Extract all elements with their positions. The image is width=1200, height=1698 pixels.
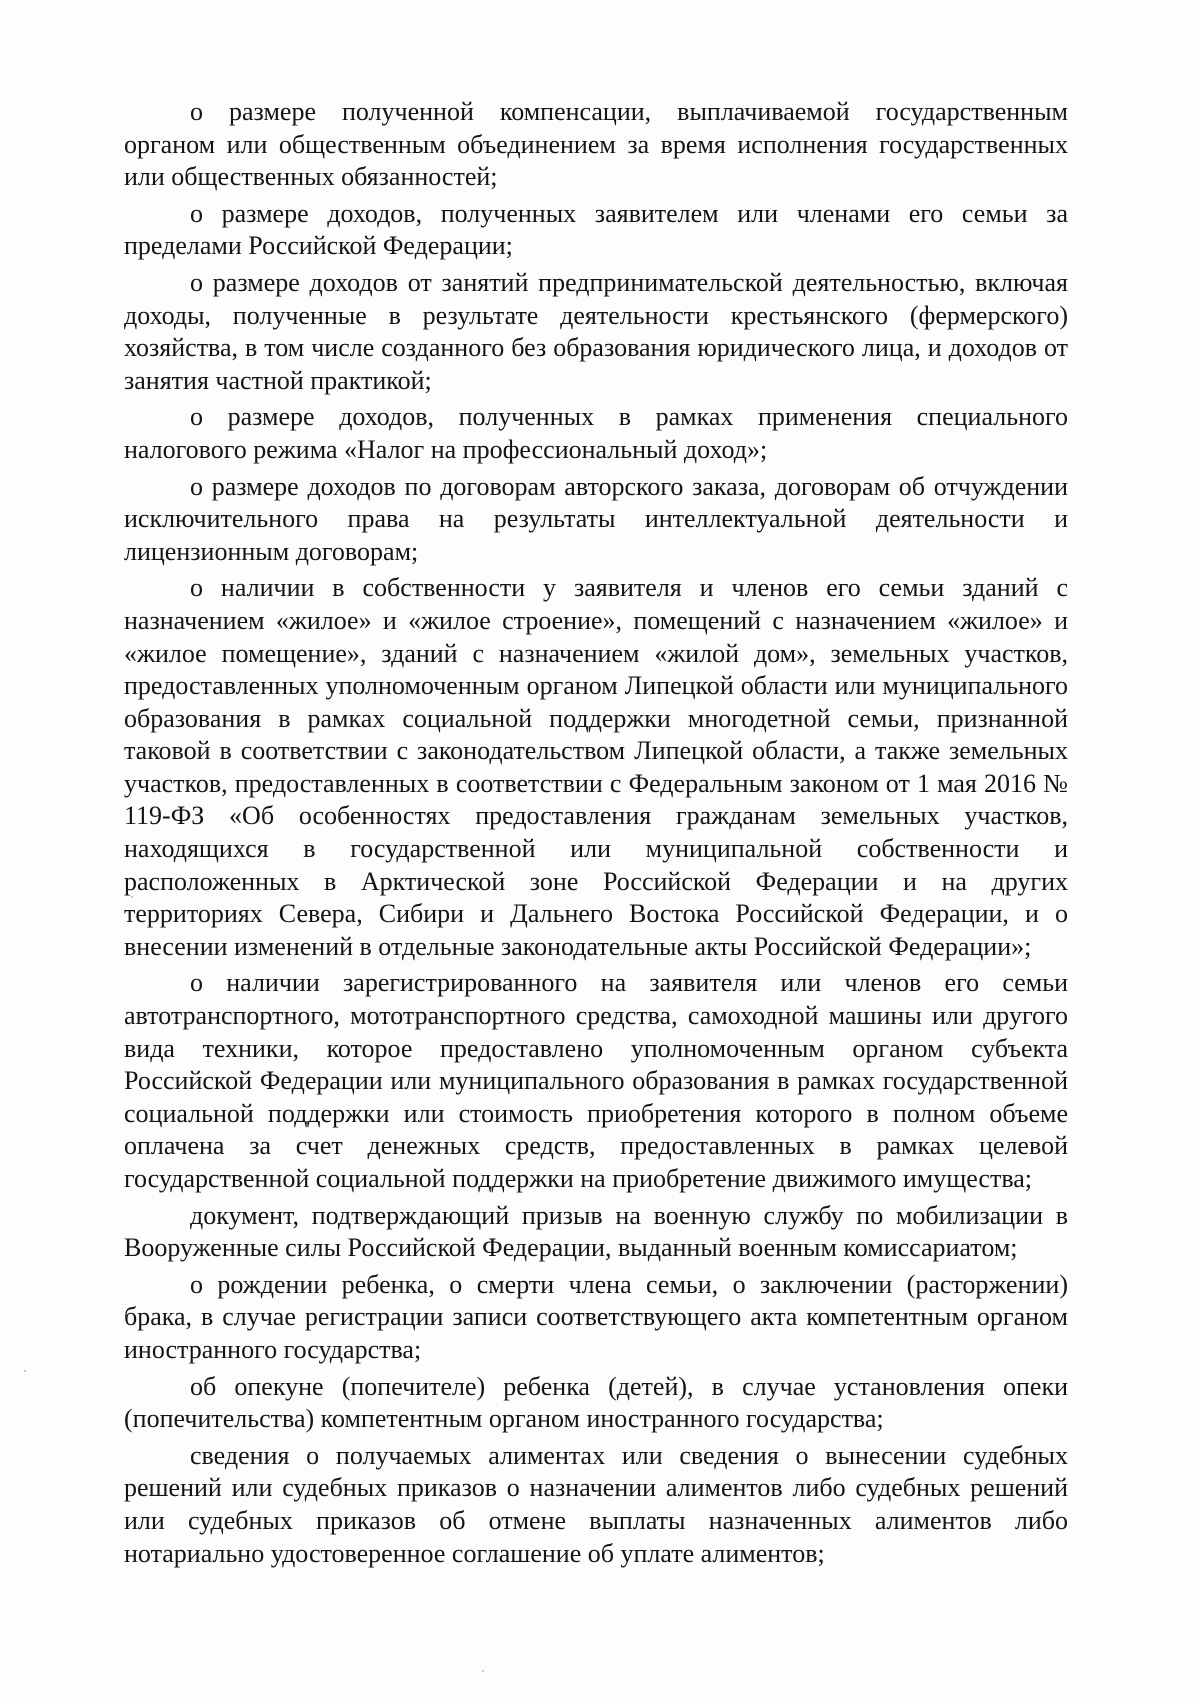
paragraph-professional-income-tax: о размере доходов, полученных в рамках применения специального налогового режима «Налог на профессиональный доход»; (124, 402, 1068, 464)
paragraph-registered-vehicles: о наличии зарегистрированного на заявителя или членов его семьи автотранспортного, мототранспортного средства, самоходной машины или другого вида техники, которое предоставлено уполномоченным органом субъекта Российской Федерации или муниципального образования в рамках государственной социальной поддержки или стоимость приобретения которого в полном объеме оплачена за счет денежных средств, предоставленных в рамках целевой государственной социальной поддержки на приобретение движимого имущества; (124, 968, 1068, 1193)
paragraph-mobilization-document: документ, подтверждающий призыв на военную службу по мобилизации в Вооруженные силы Российской Федерации, выданный военным комиссариатом; (124, 1200, 1068, 1263)
paragraph-copyright-income: о размере доходов по договорам авторского заказа, договорам об отчуждении исключительного права на результаты интеллектуальной деятельности и лицензионным договорам; (124, 471, 1068, 566)
paragraph-alimony: сведения о получаемых алиментах или сведения о вынесении судебных решений или судебных приказов о назначении алиментов либо судебных решений или судебных приказов об отмене выплаты назначенных алиментов либо нотариально удостоверенное соглашение об уплате алиментов; (124, 1440, 1068, 1568)
scan-speck (482, 1670, 484, 1672)
paragraph-foreign-income: о размере доходов, полученных заявителем или членами его семьи за пределами Российской Федерации; (124, 198, 1068, 261)
paragraph-business-income: о размере доходов от занятий предпринимательской деятельностью, включая доходы, полученные в результате деятельности крестьянского (фермерского) хозяйства, в том числе созданного без образования юридического лица, и доходов от занятия частной практикой; (124, 267, 1068, 395)
paragraph-compensation-income: о размере полученной компенсации, выплачиваемой государственным органом или общественным объединением за время исполнения государственных или общественных обязанностей; (124, 97, 1068, 192)
scan-speck (24, 1370, 26, 1372)
paragraph-real-estate-ownership: о наличии в собственности у заявителя и членов его семьи зданий с назначением «жилое» и «жилое строение», помещений с назначением «жилое» и «жилое помещение», зданий с назначением «жилой дом», земельных участков, предоставленных уполномоченным органом Липецкой области или муниципального образования в рамках социальной поддержки многодетной семьи, признанной таковой в соответствии с законодательством Липецкой области, а также земельных участков, предоставленных в соответствии с Федеральным законом от 1 мая 2016 № 119-ФЗ «Об особенностях предоставления гражданам земельных участков, находящихся в государственной или муниципальной собственности и расположенных в Арктической зоне Российской Федерации и на других территориях Севера, Сибири и Дальнего Востока Российской Федерации, и о внесении изменений в отдельные законодательные акты Российской Федерации»; (124, 573, 1068, 961)
document-body (124, 96, 1068, 1574)
scan-speck (131, 896, 133, 898)
paragraph-guardianship: об опекуне (попечителе) ребенка (детей), в случае установления опеки (попечительства) компетентным органом иностранного государства; (124, 1371, 1068, 1434)
paragraph-civil-status-acts: о рождении ребенка, о смерти члена семьи, о заключении (расторжении) брака, в случае регистрации записи соответствующего акта компетентным органом иностранного государства; (124, 1269, 1068, 1364)
